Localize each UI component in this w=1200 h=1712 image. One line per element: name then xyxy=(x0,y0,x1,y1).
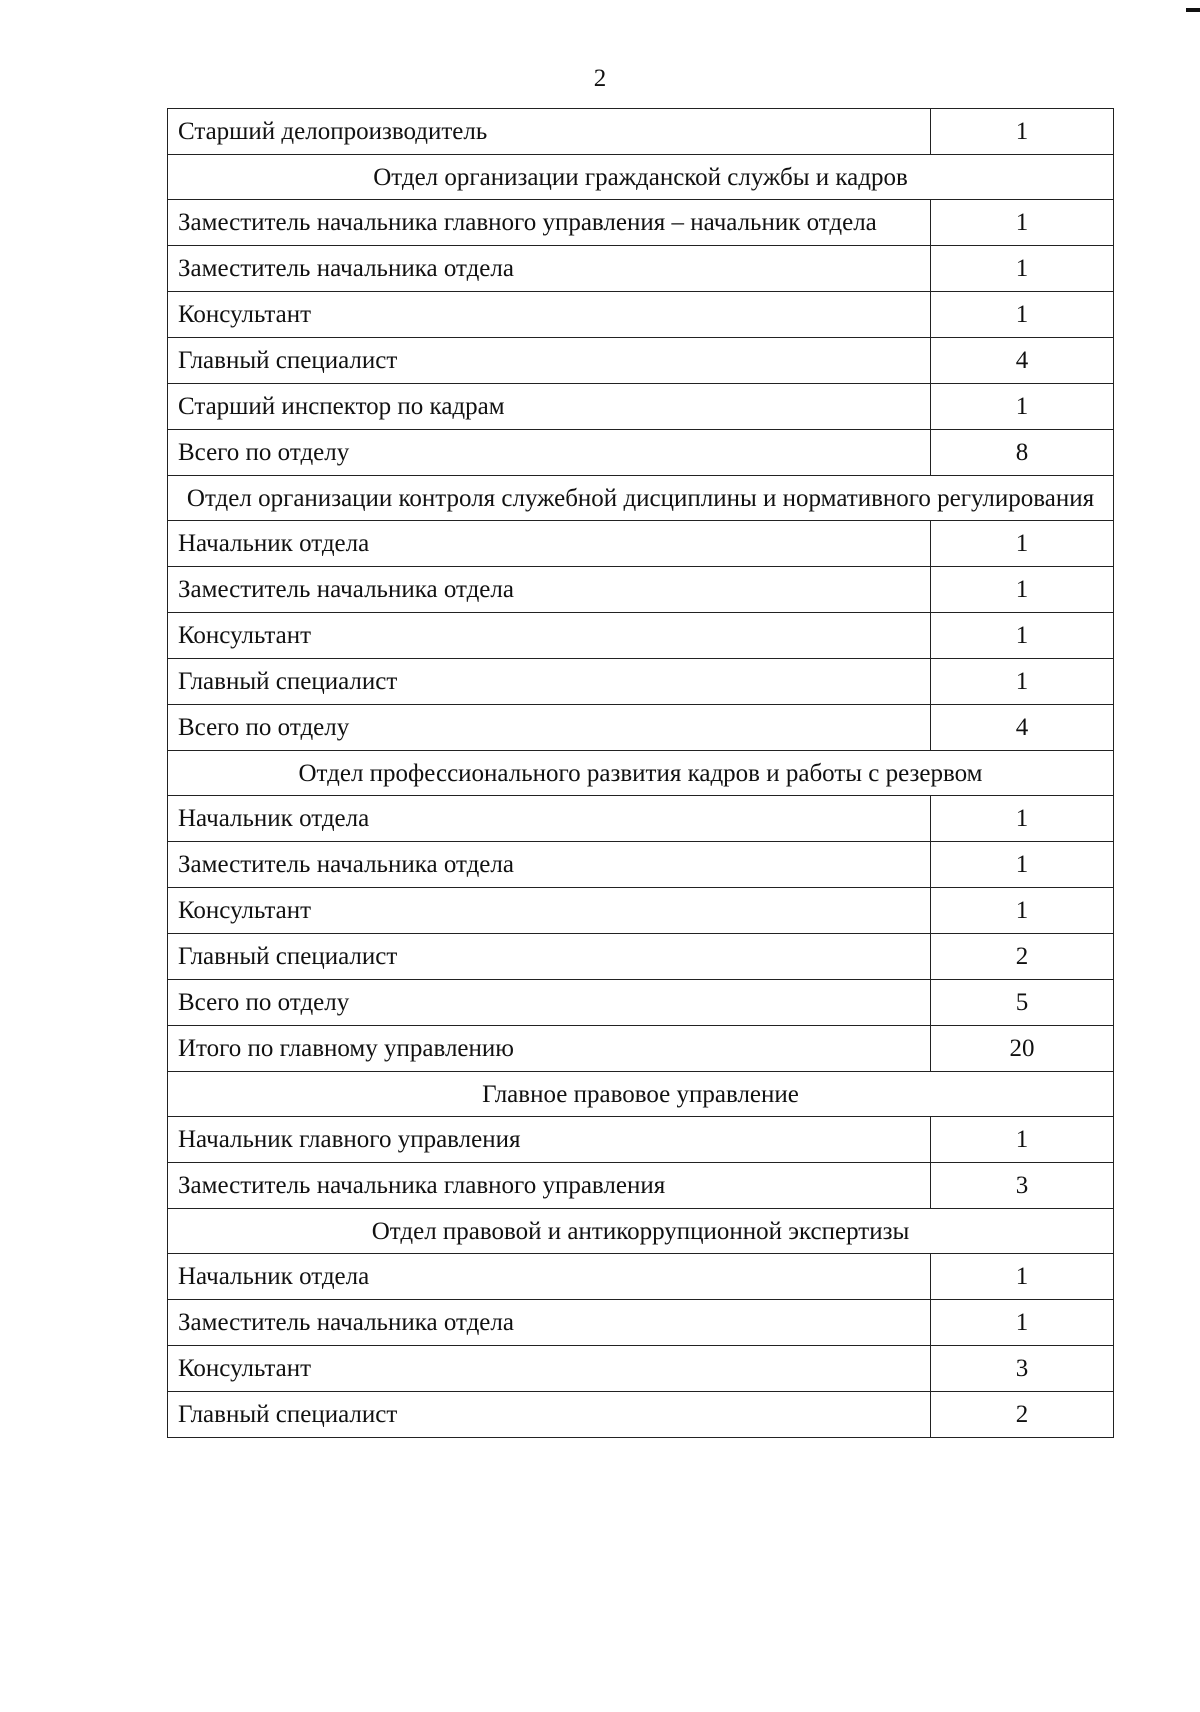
section-title-cell: Отдел правовой и антикоррупционной экспертизы xyxy=(168,1209,1114,1254)
position-count-cell: 1 xyxy=(931,200,1114,246)
table-row xyxy=(168,1346,1114,1392)
position-count-cell: 3 xyxy=(931,1346,1114,1392)
section-title-cell: Отдел организации гражданской службы и кадров xyxy=(168,155,1114,200)
position-count-cell: 1 xyxy=(931,567,1114,613)
position-name-cell: Консультант xyxy=(168,292,931,338)
table-row xyxy=(168,109,1114,155)
table-row xyxy=(168,934,1114,980)
position-count-cell: 5 xyxy=(931,980,1114,1026)
table-row xyxy=(168,292,1114,338)
table-row xyxy=(168,796,1114,842)
table-row xyxy=(168,200,1114,246)
table-row xyxy=(168,567,1114,613)
table-row xyxy=(168,1300,1114,1346)
position-name-cell: Главный специалист xyxy=(168,659,931,705)
position-name-cell: Главный специалист xyxy=(168,934,931,980)
position-count-cell: 1 xyxy=(931,384,1114,430)
position-count-cell: 1 xyxy=(931,1300,1114,1346)
table-row xyxy=(168,705,1114,751)
table-row xyxy=(168,1026,1114,1072)
position-name-cell: Начальник отдела xyxy=(168,1254,931,1300)
position-name-cell: Главный специалист xyxy=(168,1392,931,1438)
section-title-cell: Главное правовое управление xyxy=(168,1072,1114,1117)
position-count-cell: 8 xyxy=(931,430,1114,476)
table-row xyxy=(168,1163,1114,1209)
table-row xyxy=(168,659,1114,705)
table-row xyxy=(168,1254,1114,1300)
position-name-cell: Начальник главного управления xyxy=(168,1117,931,1163)
section-row xyxy=(168,1209,1114,1254)
table-row xyxy=(168,384,1114,430)
position-name-cell: Всего по отделу xyxy=(168,430,931,476)
position-name-cell: Начальник отдела xyxy=(168,521,931,567)
position-count-cell: 2 xyxy=(931,1392,1114,1438)
position-count-cell: 1 xyxy=(931,292,1114,338)
position-name-cell: Старший инспектор по кадрам xyxy=(168,384,931,430)
position-name-cell: Заместитель начальника отдела xyxy=(168,567,931,613)
section-row xyxy=(168,1072,1114,1117)
section-row xyxy=(168,476,1114,521)
position-count-cell: 1 xyxy=(931,842,1114,888)
table-row xyxy=(168,430,1114,476)
page-number: 2 xyxy=(593,65,607,92)
position-count-cell: 1 xyxy=(931,888,1114,934)
position-count-cell: 20 xyxy=(931,1026,1114,1072)
position-count-cell: 1 xyxy=(931,521,1114,567)
position-name-cell: Консультант xyxy=(168,888,931,934)
position-name-cell: Заместитель начальника отдела xyxy=(168,246,931,292)
table-row xyxy=(168,980,1114,1026)
position-count-cell: 1 xyxy=(931,1254,1114,1300)
position-name-cell: Всего по отделу xyxy=(168,705,931,751)
table-row xyxy=(168,613,1114,659)
position-count-cell: 4 xyxy=(931,705,1114,751)
table-row xyxy=(168,842,1114,888)
position-count-cell: 4 xyxy=(931,338,1114,384)
staffing-table xyxy=(167,108,1114,1438)
position-name-cell: Заместитель начальника отдела xyxy=(168,1300,931,1346)
section-title-cell: Отдел организации контроля служебной дисциплины и нормативного регулирования xyxy=(168,476,1114,521)
table-row xyxy=(168,1117,1114,1163)
table-row xyxy=(168,888,1114,934)
table-row xyxy=(168,1392,1114,1438)
position-count-cell: 3 xyxy=(931,1163,1114,1209)
position-count-cell: 1 xyxy=(931,659,1114,705)
scan-corner-mark xyxy=(1186,8,1200,12)
position-name-cell: Старший делопроизводитель xyxy=(168,109,931,155)
section-title-cell: Отдел профессионального развития кадров и работы с резервом xyxy=(168,751,1114,796)
position-name-cell: Консультант xyxy=(168,1346,931,1392)
position-count-cell: 2 xyxy=(931,934,1114,980)
table-row xyxy=(168,338,1114,384)
staffing-table-body xyxy=(168,109,1114,1438)
section-row xyxy=(168,751,1114,796)
position-count-cell: 1 xyxy=(931,109,1114,155)
table-row xyxy=(168,246,1114,292)
position-count-cell: 1 xyxy=(931,246,1114,292)
position-name-cell: Главный специалист xyxy=(168,338,931,384)
position-name-cell: Итого по главному управлению xyxy=(168,1026,931,1072)
position-name-cell: Всего по отделу xyxy=(168,980,931,1026)
position-name-cell: Заместитель начальника главного управления – начальник отдела xyxy=(168,200,931,246)
position-name-cell: Заместитель начальника главного управления xyxy=(168,1163,931,1209)
position-count-cell: 1 xyxy=(931,796,1114,842)
position-name-cell: Заместитель начальника отдела xyxy=(168,842,931,888)
position-name-cell: Начальник отдела xyxy=(168,796,931,842)
table-row xyxy=(168,521,1114,567)
section-row xyxy=(168,155,1114,200)
position-count-cell: 1 xyxy=(931,1117,1114,1163)
position-name-cell: Консультант xyxy=(168,613,931,659)
position-count-cell: 1 xyxy=(931,613,1114,659)
